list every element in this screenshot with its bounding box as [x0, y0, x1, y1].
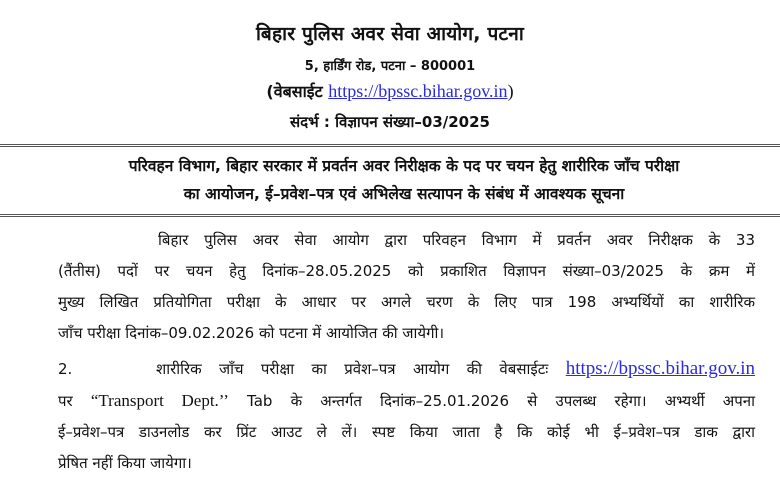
- organization-title: बिहार पुलिस अवर सेवा आयोग, पटना: [256, 23, 524, 45]
- paragraph-2-line-3: ई–प्रवेश–पत्र डाउनलोड कर प्रिंट आउट ले लें। स्पष्ट किया जाता है कि कोई भी ई–प्रवेश–पत्र डाक द्वारा: [58, 423, 755, 441]
- paragraph-1-line-3: मुख्य लिखित प्रतियोगिता परीक्षा के आधार पर अगले चरण के लिए पात्र 198 अभ्यर्थियों का शारीरिक: [58, 293, 755, 311]
- paragraph-1-line-2: (तैंतीस) पदों पर चयन हेतु दिनांक–28.05.2025 को प्रकाशित विज्ञापन संख्या–03/2025 के क्रम में: [58, 262, 755, 280]
- website-close: ): [507, 81, 514, 101]
- subject-heading: [54, 152, 754, 208]
- paragraph-2: [58, 353, 755, 479]
- subject-line-1: परिवहन विभाग, बिहार सरकार में प्रवर्तन अवर निरीक्षक के पद पर चयन हेतु शारीरिक जाँच परीक्षा: [128, 157, 680, 175]
- divider-top: [0, 144, 780, 145]
- website-line: [0, 80, 780, 102]
- paragraph-1-line-1: बिहार पुलिस अवर सेवा आयोग द्वारा परिवहन विभाग में प्रवर्तन अवर निरीक्षक के 33: [158, 231, 755, 249]
- paragraph-2-rest: Tab के अन्तर्गत दिनांक–25.01.2026 से उपलब्ध रहेगा। अभ्यर्थी अपना: [228, 392, 755, 410]
- divider-bottom: [0, 214, 780, 215]
- subject-line-2: का आयोजन, ई–प्रवेश–पत्र एवं अभिलेख सत्यापन के संबंध में आवश्यक सूचना: [183, 185, 625, 203]
- paragraph-1: [58, 225, 755, 349]
- paragraph-2-line-1: [58, 353, 755, 385]
- divider-top-inner: [0, 146, 780, 147]
- paragraph-1-line-4: जाँच परीक्षा दिनांक–09.02.2026 को पटना में आयोजित की जायेगी।: [58, 324, 445, 342]
- paragraph-2-line-2: [58, 385, 755, 417]
- website-label: (वेबसाईट: [266, 82, 329, 101]
- paragraph-2-line-4: प्रेषित नहीं किया जायेगा।: [58, 454, 192, 472]
- reference-line: संदर्भ : विज्ञापन संख्या–03/2025: [290, 113, 490, 131]
- website-link[interactable]: https://bpssc.bihar.gov.in: [328, 81, 508, 101]
- divider-bottom-inner: [0, 216, 780, 217]
- paragraph-2-text: शारीरिक जाँच परीक्षा का प्रवेश–पत्र आयोग की वेबसाईटः: [156, 360, 549, 378]
- website-link-inline[interactable]: https://bpssc.bihar.gov.in: [565, 358, 755, 379]
- organization-address: 5, हार्डिंग रोड, पटना – 800001: [304, 59, 476, 74]
- transport-tab-name: “Transport Dept.’’: [90, 391, 229, 410]
- paragraph-2-prefix: पर: [58, 392, 91, 410]
- paragraph-number: 2.: [58, 360, 73, 378]
